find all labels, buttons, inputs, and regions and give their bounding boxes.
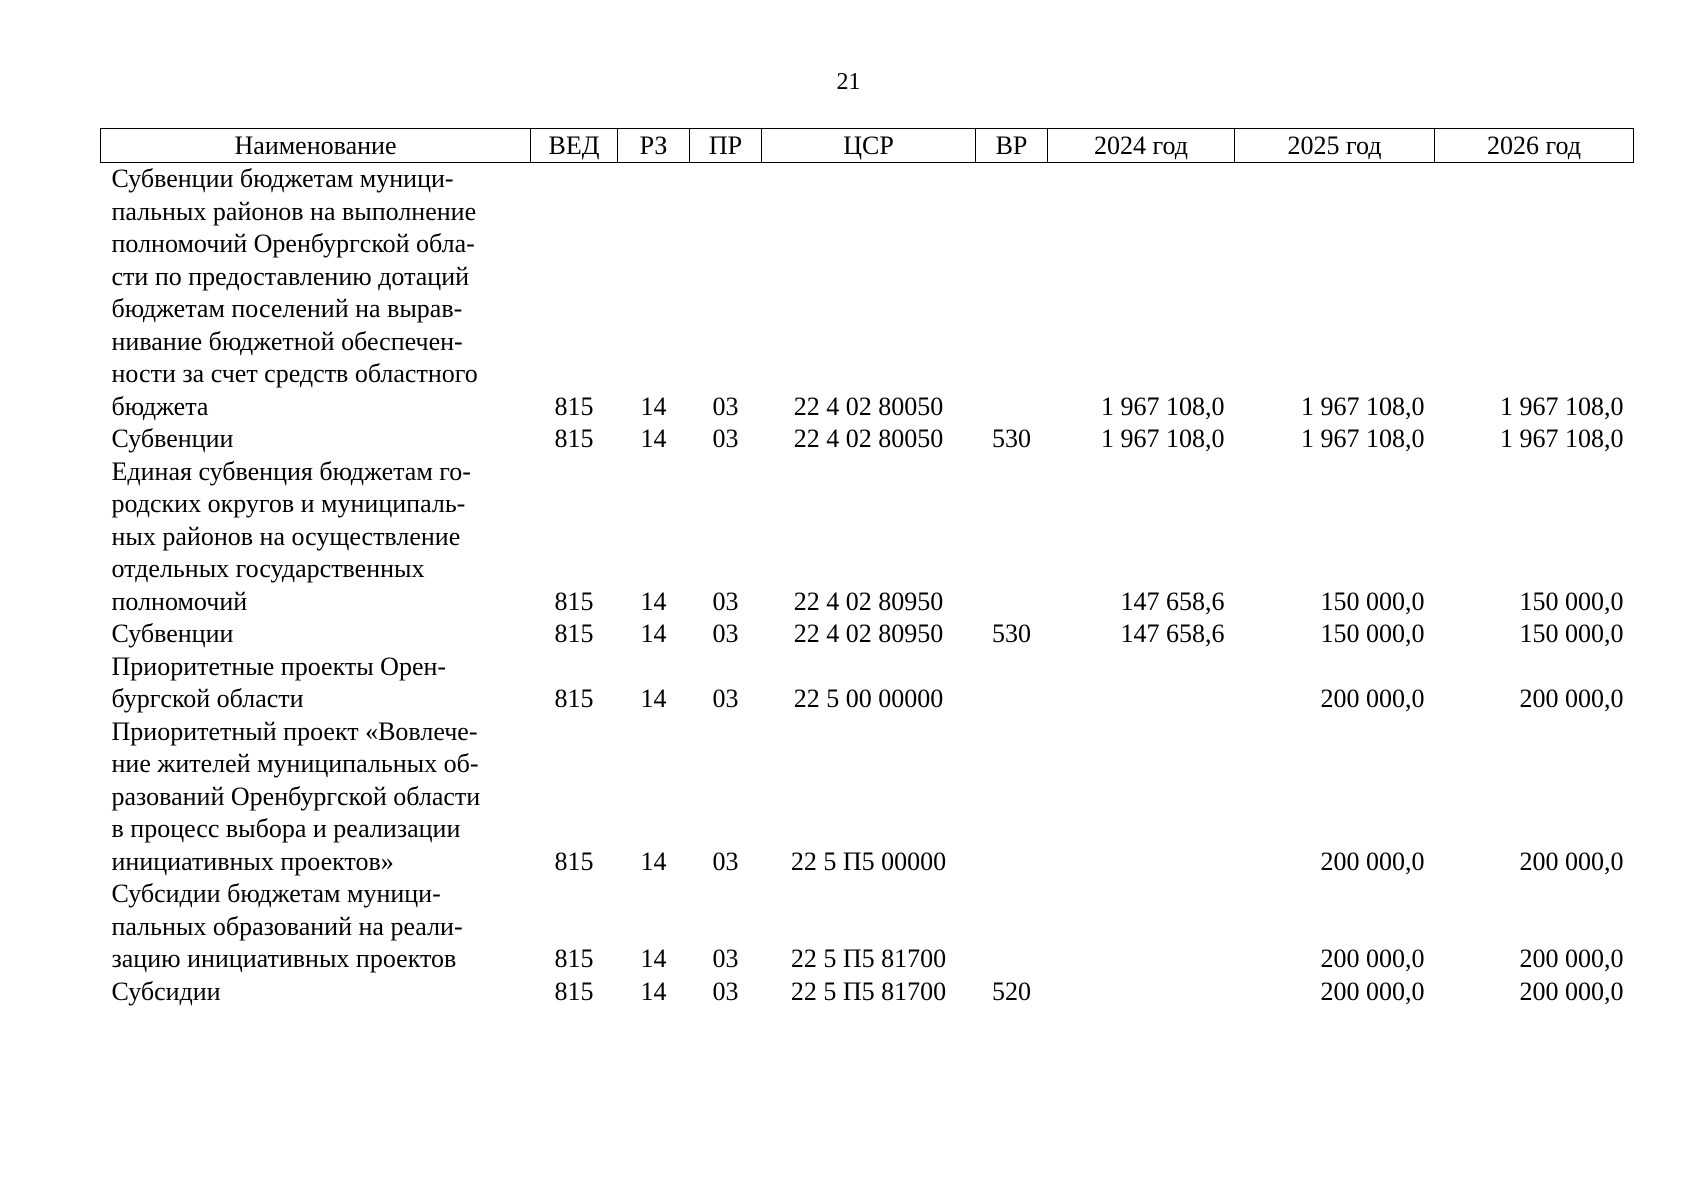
table-row xyxy=(101,976,1634,1009)
row-name: Приоритетный проект «Вовлече- ние жителей муниципальных об- разований Оренбургской области в процесс выбора и реализации инициативных проектов» xyxy=(111,716,481,876)
row-csr: 22 5 П5 00000 xyxy=(790,846,947,876)
table-row xyxy=(101,878,1634,976)
budget-table xyxy=(100,128,1634,1008)
row-pr: 03 xyxy=(712,391,739,421)
row-2026: 200 000,0 xyxy=(1519,684,1624,713)
row-name: Приоритетные проекты Орен- бургской области xyxy=(111,651,447,713)
row-2026: 200 000,0 xyxy=(1519,976,1624,1006)
table-header xyxy=(101,129,1634,163)
row-pr: 03 xyxy=(712,976,739,1006)
row-rz: 14 xyxy=(640,586,667,616)
header-2025: 2025 год xyxy=(1235,129,1435,163)
row-rz: 14 xyxy=(640,944,667,973)
row-2025: 1 967 108,0 xyxy=(1301,424,1425,453)
row-csr: 22 4 02 80050 xyxy=(793,391,944,421)
row-pr: 03 xyxy=(712,586,739,616)
row-2025: 150 000,0 xyxy=(1320,586,1425,616)
row-csr: 22 5 00 00000 xyxy=(793,684,944,713)
header-2024: 2024 год xyxy=(1048,129,1235,163)
row-2024: 1 967 108,0 xyxy=(1101,424,1225,453)
row-rz: 14 xyxy=(640,684,667,713)
table-row xyxy=(101,618,1634,651)
table-row xyxy=(101,456,1634,619)
row-ved: 815 xyxy=(554,619,594,648)
row-vr: 530 xyxy=(992,619,1031,648)
header-name: Наименование xyxy=(101,129,531,163)
header-pr: ПР xyxy=(690,129,762,163)
table-row xyxy=(101,423,1634,456)
row-2025: 1 967 108,0 xyxy=(1301,391,1425,421)
row-rz: 14 xyxy=(640,619,667,648)
row-ved: 815 xyxy=(554,424,594,453)
row-vr xyxy=(976,163,1048,424)
row-2025: 200 000,0 xyxy=(1320,846,1425,876)
row-2024 xyxy=(1048,716,1235,879)
row-name: Субвенции бюджетам муници- пальных районов на выполнение полномочий Оренбургской обла- сти по предоставлению дотаций бюджетам поселений на вырав- нивание бюджетной обеспечен- ности за счет средств областного бюджета xyxy=(111,164,478,421)
row-vr xyxy=(976,651,1048,716)
row-2024: 147 658,6 xyxy=(1120,619,1225,648)
row-rz: 14 xyxy=(640,976,667,1006)
row-vr xyxy=(976,456,1048,619)
row-ved: 815 xyxy=(554,944,594,973)
row-2024: 147 658,6 xyxy=(1120,586,1225,616)
row-2025: 200 000,0 xyxy=(1320,684,1425,713)
row-ved: 815 xyxy=(554,846,594,876)
row-2025: 200 000,0 xyxy=(1320,976,1425,1006)
row-pr: 03 xyxy=(712,846,739,876)
row-2026: 150 000,0 xyxy=(1519,619,1624,648)
row-2025: 200 000,0 xyxy=(1320,944,1425,973)
row-pr: 03 xyxy=(712,619,739,648)
row-pr: 03 xyxy=(712,684,739,713)
table-body xyxy=(101,163,1634,1009)
row-vr: 520 xyxy=(992,976,1031,1006)
row-csr: 22 4 02 80050 xyxy=(793,424,944,453)
header-row xyxy=(101,129,1634,163)
row-csr: 22 5 П5 81700 xyxy=(790,944,947,973)
row-rz: 14 xyxy=(640,846,667,876)
header-rz: РЗ xyxy=(618,129,690,163)
page-number: 21 xyxy=(836,69,861,95)
row-2024 xyxy=(1048,976,1235,1009)
row-rz: 14 xyxy=(640,424,667,453)
row-csr: 22 4 02 80950 xyxy=(793,619,944,648)
row-pr: 03 xyxy=(712,424,739,453)
table-row xyxy=(101,651,1634,716)
row-vr: 530 xyxy=(992,424,1031,453)
row-vr xyxy=(976,716,1048,879)
header-vr: ВР xyxy=(976,129,1048,163)
header-csr: ЦСР xyxy=(762,129,976,163)
row-rz: 14 xyxy=(640,391,667,421)
row-ved: 815 xyxy=(554,976,594,1006)
row-pr: 03 xyxy=(712,944,739,973)
row-ved: 815 xyxy=(554,586,594,616)
row-name: Субсидии бюджетам муници- пальных образований на реали- зацию инициативных проектов xyxy=(111,879,463,973)
row-2026: 1 967 108,0 xyxy=(1500,391,1624,421)
row-2024 xyxy=(1048,651,1235,716)
table-row xyxy=(101,163,1634,424)
header-2026: 2026 год xyxy=(1435,129,1634,163)
row-name: Субвенции xyxy=(111,424,234,453)
row-2026: 150 000,0 xyxy=(1519,586,1624,616)
row-2026: 200 000,0 xyxy=(1519,944,1624,973)
row-csr: 22 5 П5 81700 xyxy=(790,976,947,1006)
row-2026: 1 967 108,0 xyxy=(1500,424,1624,453)
row-2024 xyxy=(1048,878,1235,976)
row-name: Субсидии xyxy=(111,976,221,1006)
row-2026: 200 000,0 xyxy=(1519,846,1624,876)
row-ved: 815 xyxy=(554,391,594,421)
row-name: Субвенции xyxy=(111,619,234,648)
row-vr xyxy=(976,878,1048,976)
row-name: Единая субвенция бюджетам го- родских округов и муниципаль- ных районов на осуществление отдельных государственных полномочий xyxy=(111,456,471,616)
row-ved: 815 xyxy=(554,684,594,713)
row-2024: 1 967 108,0 xyxy=(1101,391,1225,421)
table-row xyxy=(101,716,1634,879)
row-2025: 150 000,0 xyxy=(1320,619,1425,648)
row-csr: 22 4 02 80950 xyxy=(793,586,944,616)
header-ved: ВЕД xyxy=(531,129,618,163)
